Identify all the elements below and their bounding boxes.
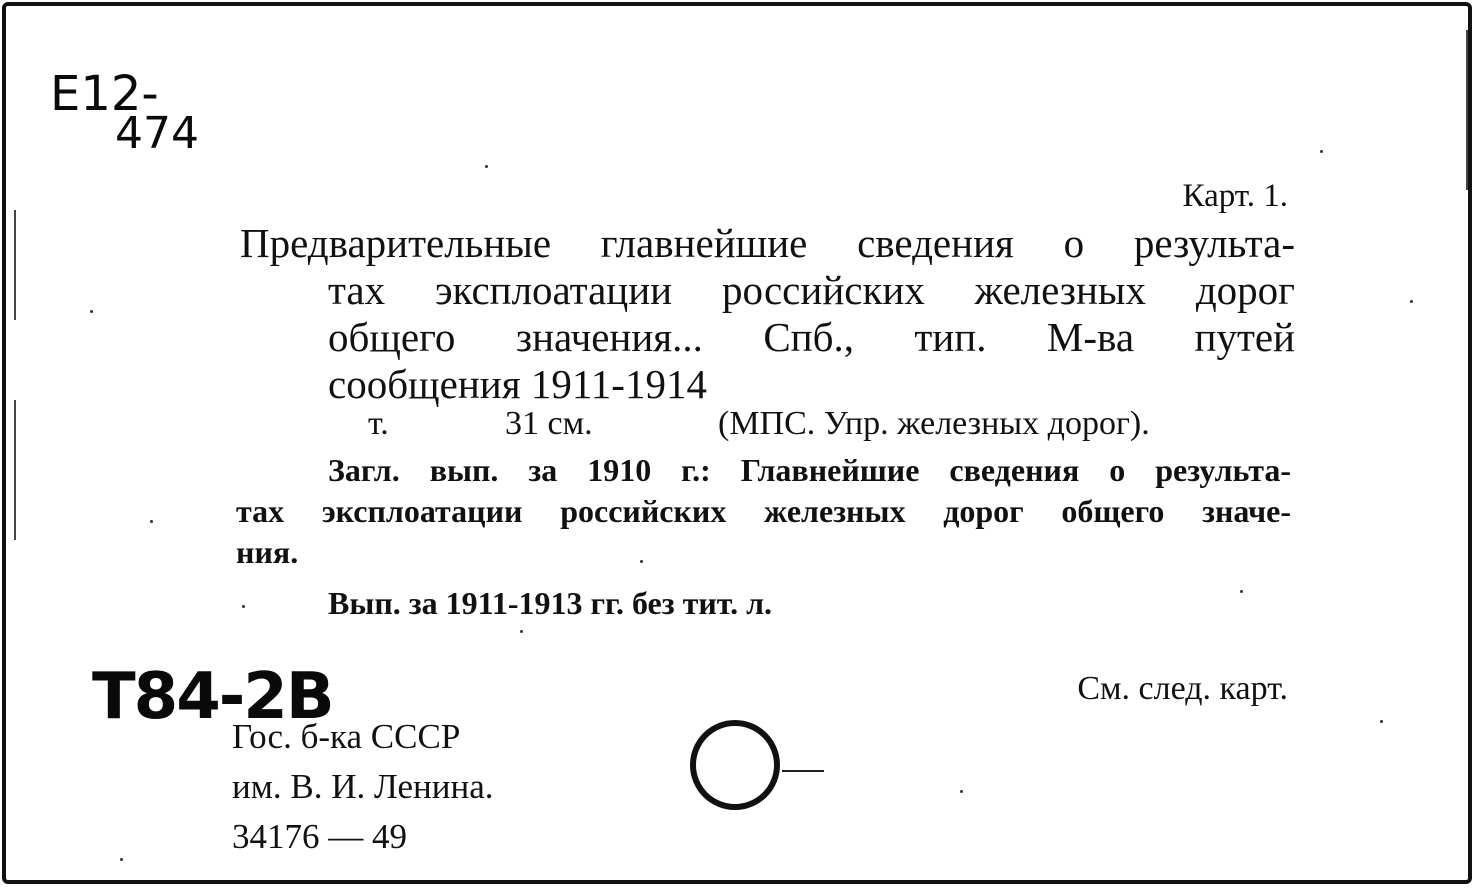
- scan-speck: [640, 560, 643, 563]
- entry-line: общего значения... Спб., тип. М-ва путей: [328, 314, 1295, 360]
- scan-speck: [485, 165, 488, 168]
- collation-size: 31 см.: [505, 405, 593, 442]
- entry-line: Предварительные главнейшие сведения о результа-: [240, 220, 1295, 266]
- scan-speck: [90, 310, 93, 313]
- scan-edge-mark: [1466, 30, 1468, 190]
- note-line: ния.: [236, 534, 299, 570]
- library-imprint: [232, 712, 494, 862]
- scan-speck: [1240, 590, 1243, 593]
- imprint-line: 34176 — 49: [232, 817, 407, 856]
- shelfmark-top-line1: E12-: [50, 66, 159, 122]
- see-next-card: См. след. карт.: [1077, 670, 1288, 707]
- collation-volumes: т.: [368, 405, 389, 442]
- scan-speck: [1320, 150, 1323, 153]
- collation-series: (МПС. Упр. железных дорог).: [718, 405, 1150, 442]
- shelfmark-bottom: Т84-2В: [92, 660, 333, 734]
- scan-speck: [150, 520, 153, 523]
- scan-speck: [120, 858, 123, 861]
- note-line: Загл. вып. за 1910 г.: Главнейшие сведения о результа-: [328, 452, 1291, 488]
- punch-hole-mark: [782, 770, 824, 772]
- imprint-line: им. В. И. Ленина.: [232, 767, 494, 806]
- imprint-line: Гос. б-ка СССР: [232, 717, 461, 756]
- bibliographic-entry: [240, 220, 1295, 408]
- punch-hole: [690, 720, 780, 810]
- scan-speck: [960, 790, 963, 793]
- shelfmark-top-line2: 474: [115, 108, 199, 159]
- scan-speck: [1380, 720, 1383, 723]
- entry-line: сообщения 1911-1914: [328, 361, 707, 407]
- scan-edge-mark: [14, 400, 16, 540]
- scan-speck: [520, 630, 523, 633]
- scan-speck: [242, 605, 245, 608]
- scan-speck: [1410, 300, 1413, 303]
- issues-note: Вып. за 1911-1913 гг. без тит. л.: [328, 585, 773, 621]
- card-number: Карт. 1.: [1182, 178, 1288, 214]
- entry-line: тах эксплоатации российских железных дорог: [328, 267, 1295, 313]
- scan-edge-mark: [14, 210, 16, 320]
- note-line: тах эксплоатации российских железных дорог общего значе-: [236, 493, 1291, 529]
- title-note: [236, 450, 1291, 573]
